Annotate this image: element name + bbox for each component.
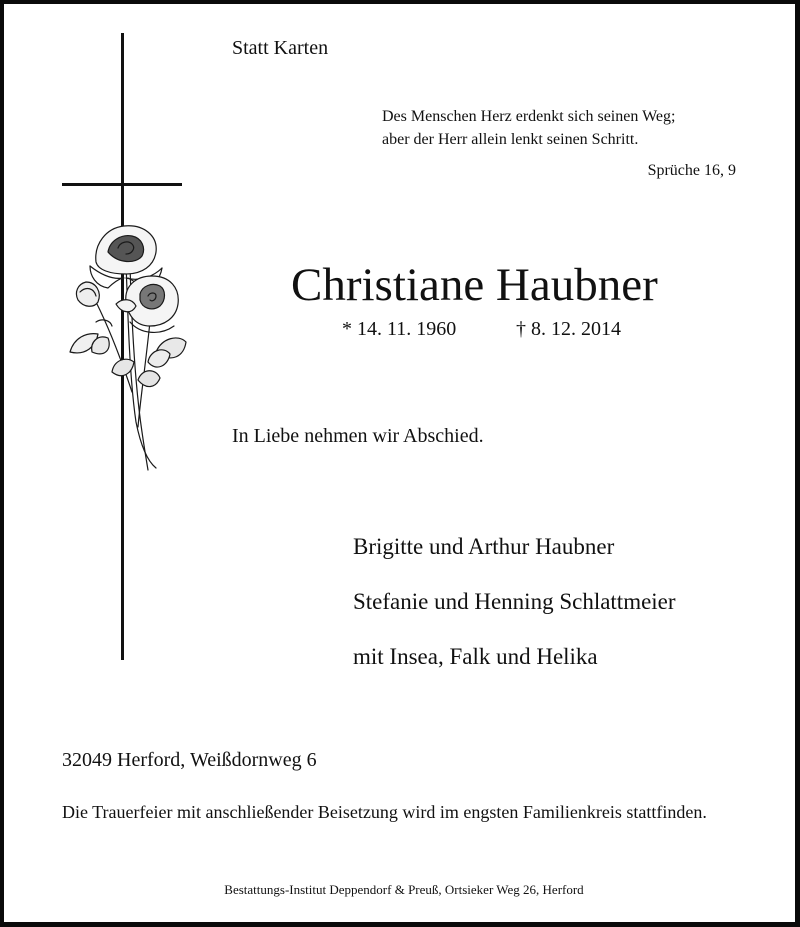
verse-line-2: aber der Herr allein lenkt seinen Schritt. — [382, 131, 639, 148]
undertaker-footer: Bestattungs-Institut Deppendorf & Preuß, Ortsieker Weg 26, Herford — [224, 882, 584, 897]
death-date: † 8. 12. 2014 — [516, 318, 621, 340]
header-statt-karten: Statt Karten — [232, 37, 329, 59]
cross-icon-crossbar — [62, 183, 182, 186]
family-address: 32049 Herford, Weißdornweg 6 — [62, 749, 317, 771]
farewell-line: In Liebe nehmen wir Abschied. — [232, 425, 484, 447]
mourner-line: Brigitte und Arthur Haubner — [353, 534, 615, 559]
verse-line-1: Des Menschen Herz erdenkt sich seinen Weg; — [382, 108, 676, 125]
mourner-line: mit Insea, Falk und Helika — [353, 644, 598, 669]
bible-verse — [382, 105, 675, 151]
deceased-name: Christiane Haubner — [291, 259, 658, 311]
birth-date: * 14. 11. 1960 — [342, 318, 457, 340]
verse-source: Sprüche 16, 9 — [647, 162, 736, 179]
roses-illustration — [56, 222, 196, 474]
ceremony-note: Die Trauerfeier mit anschließender Beisetzung wird im engsten Familienkreis stattfinden. — [62, 802, 707, 822]
mourners-list — [353, 519, 676, 684]
mourner-line: Stefanie und Henning Schlattmeier — [353, 589, 676, 614]
